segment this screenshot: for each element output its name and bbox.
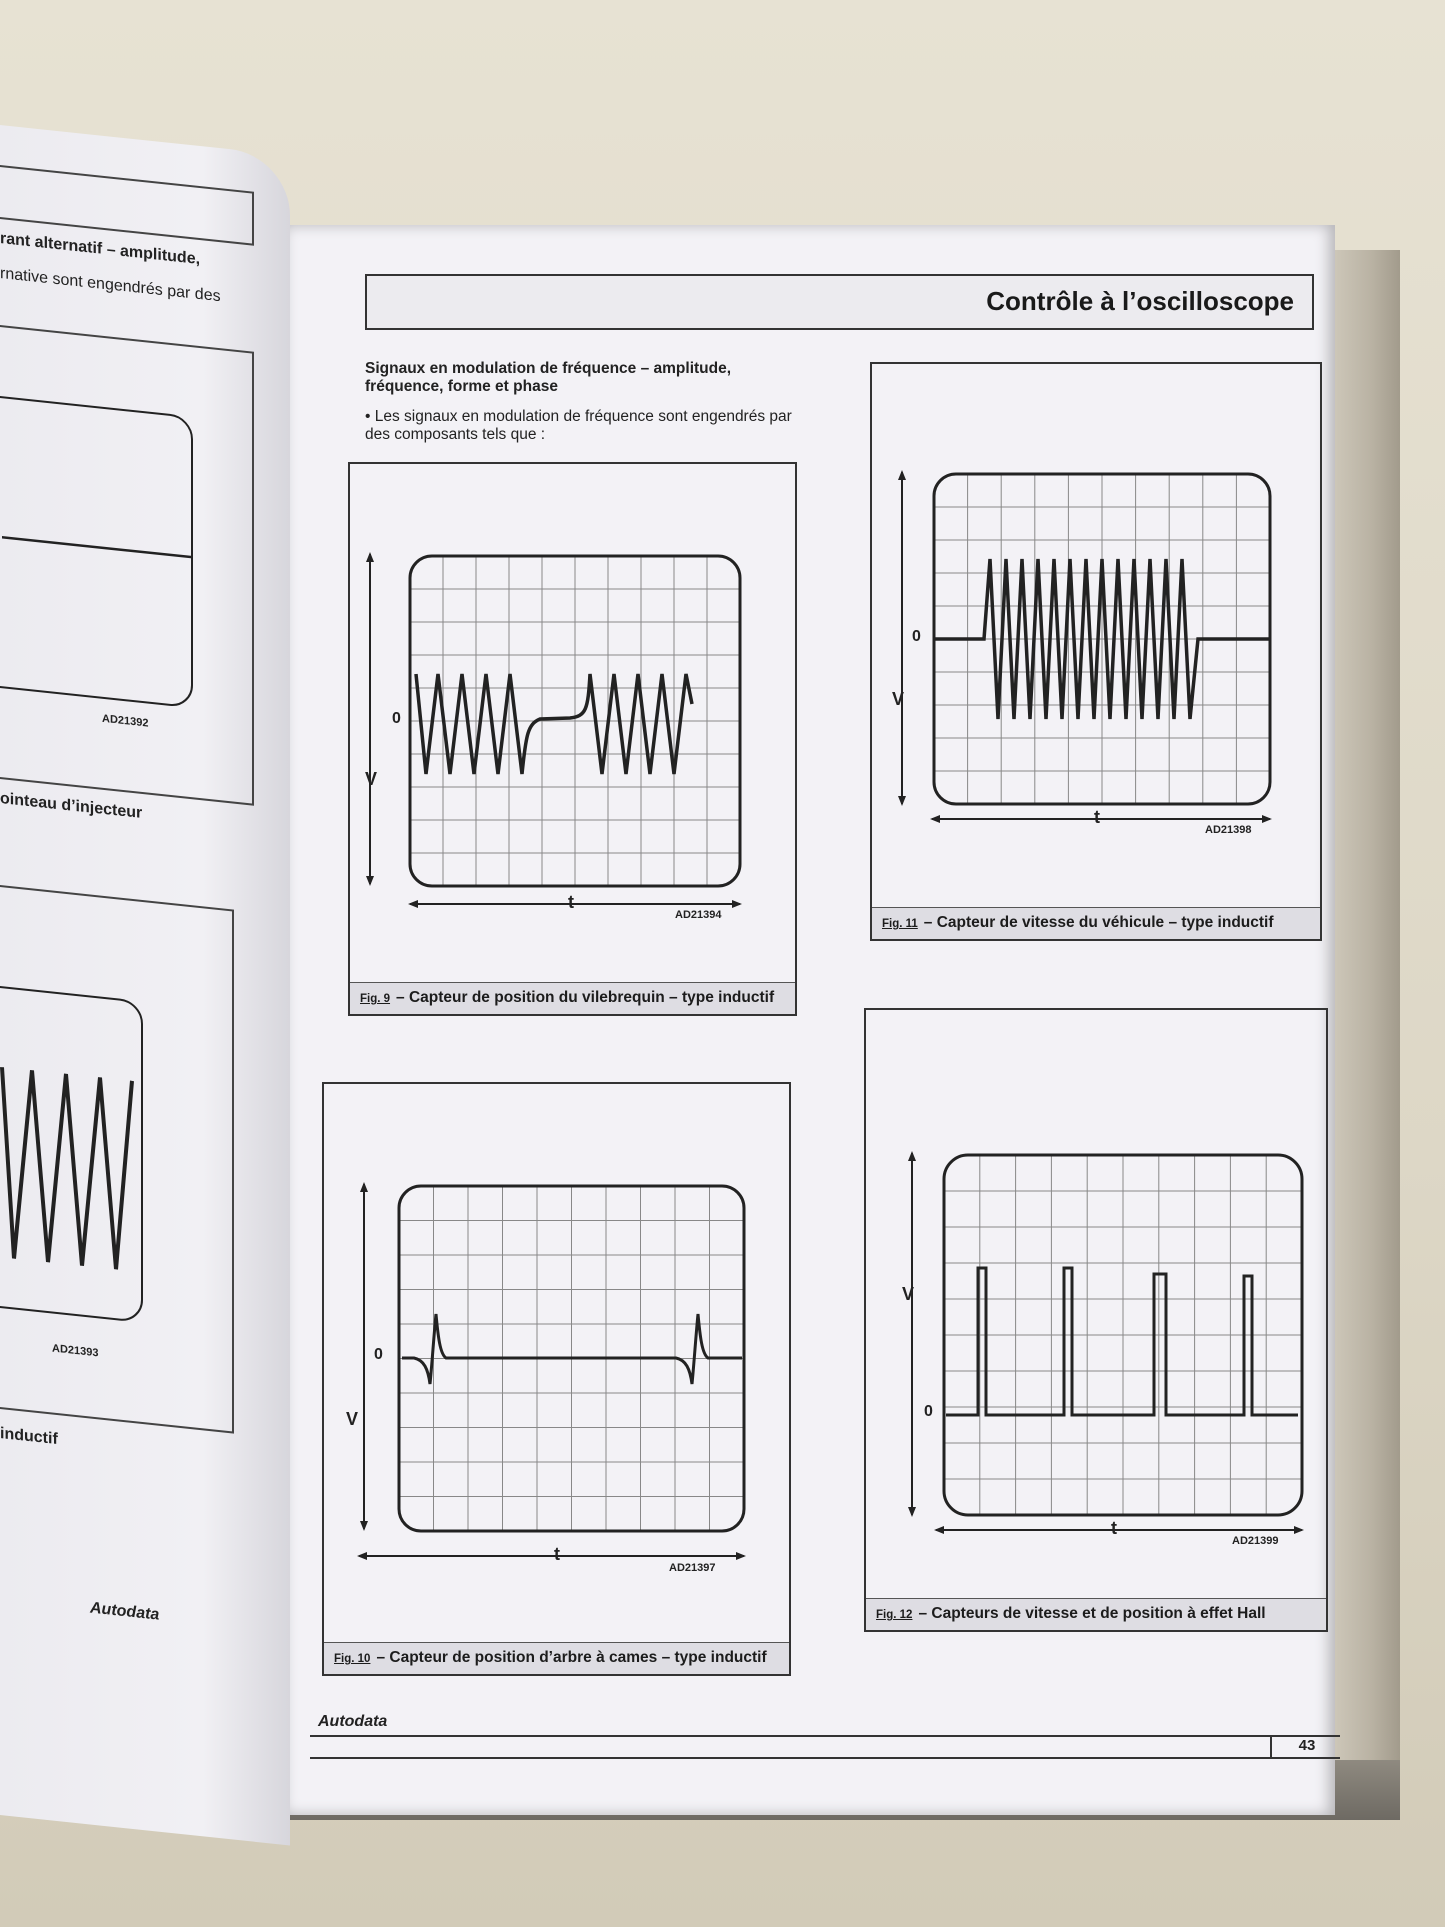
figure-9-t-label: t	[568, 892, 574, 912]
left-page-text: rnative sont engendrés par des	[0, 265, 221, 306]
figure-11-v-label: V	[892, 689, 905, 709]
page-number: 43	[1270, 1737, 1342, 1757]
figure-9-scope	[350, 464, 795, 934]
figure-10	[322, 1082, 791, 1676]
figure-11-number: Fig. 11	[882, 918, 918, 930]
figure-11	[870, 362, 1322, 941]
figure-9-number: Fig. 9	[360, 993, 391, 1005]
figure-10-t-label: t	[554, 1544, 560, 1564]
figure-10-v-label: V	[346, 1409, 359, 1429]
footer-rule	[310, 1735, 1340, 1759]
left-figure-2-signal	[2, 1067, 132, 1271]
figure-9-title: Capteur de position du vilebrequin – type inductif	[408, 989, 775, 1006]
figure-9-signal	[416, 674, 692, 774]
figure-11-caption: Fig. 11 – Capteur de vitesse du véhicule – type inductif	[872, 907, 1320, 939]
figure-12-title: Capteurs de vitesse et de position à effet Hall	[931, 1605, 1266, 1622]
figure-10-caption: Fig. 10 – Capteur de position d’arbre à cames – type inductif	[324, 1642, 789, 1674]
figure-12	[864, 1008, 1328, 1632]
figure-10-zero-label: 0	[374, 1346, 383, 1363]
figure-12-zero-label: 0	[924, 1403, 933, 1420]
oscilloscope-grid	[944, 1155, 1302, 1515]
figure-12-signal	[946, 1268, 1298, 1415]
figure-9-zero-label: 0	[392, 710, 401, 727]
figure-12-t-label: t	[1111, 1518, 1117, 1538]
left-page-caption-2: inductif	[0, 1425, 58, 1449]
figure-9-ref: AD21394	[675, 909, 722, 921]
figure-12-number: Fig. 12	[876, 1609, 913, 1621]
figure-10-number: Fig. 10	[334, 1653, 371, 1665]
left-page-heading: rant alternatif – amplitude,	[0, 230, 201, 269]
figure-11-t-label: t	[1094, 807, 1100, 827]
left-figure-1-signal	[2, 537, 192, 557]
figure-9-caption: Fig. 9 – Capteur de position du vilebrequin – type inductif	[350, 982, 795, 1014]
left-figure-2-scope	[0, 886, 232, 1431]
figure-9-v-label: V	[365, 769, 378, 789]
figure-12-scope	[866, 1010, 1326, 1570]
left-figure-1-ref: AD21392	[102, 712, 149, 730]
oscilloscope-grid	[410, 556, 740, 886]
figure-11-scope	[872, 364, 1320, 884]
left-page	[0, 125, 290, 1845]
page-title-box	[365, 274, 1314, 330]
figure-11-title: Capteur de vitesse du véhicule – type inductif	[936, 914, 1274, 931]
intro-text: • Les signaux en modulation de fréquence sont engendrés par des composants tels que :	[365, 408, 792, 443]
section-title: Signaux en modulation de fréquence – amplitude, fréquence, forme et phase	[365, 360, 732, 395]
left-page-figure-1	[0, 324, 254, 806]
page-stack-edge	[1330, 250, 1400, 1810]
left-page-brand: Autodata	[90, 1599, 160, 1624]
figure-11-ref: AD21398	[1205, 824, 1252, 836]
figure-12-ref: AD21399	[1232, 1535, 1279, 1547]
figure-12-v-label: V	[902, 1284, 915, 1304]
footer-brand: Autodata	[318, 1713, 388, 1730]
left-page-figure-2	[0, 884, 234, 1434]
figure-9	[348, 462, 797, 1016]
figure-12-caption: Fig. 12 – Capteurs de vitesse et de position à effet Hall	[866, 1598, 1326, 1630]
figure-10-scope	[324, 1084, 789, 1594]
left-page-caption-1: ointeau d’injecteur	[0, 790, 143, 822]
page-title: Contrôle à l’oscilloscope	[986, 286, 1294, 316]
figure-11-zero-label: 0	[912, 628, 921, 645]
figure-10-ref: AD21397	[669, 1562, 716, 1574]
left-figure-1-scope	[0, 326, 252, 803]
left-figure-2-ref: AD21393	[52, 1342, 99, 1360]
figure-10-title: Capteur de position d’arbre à cames – type inductif	[389, 1649, 767, 1666]
